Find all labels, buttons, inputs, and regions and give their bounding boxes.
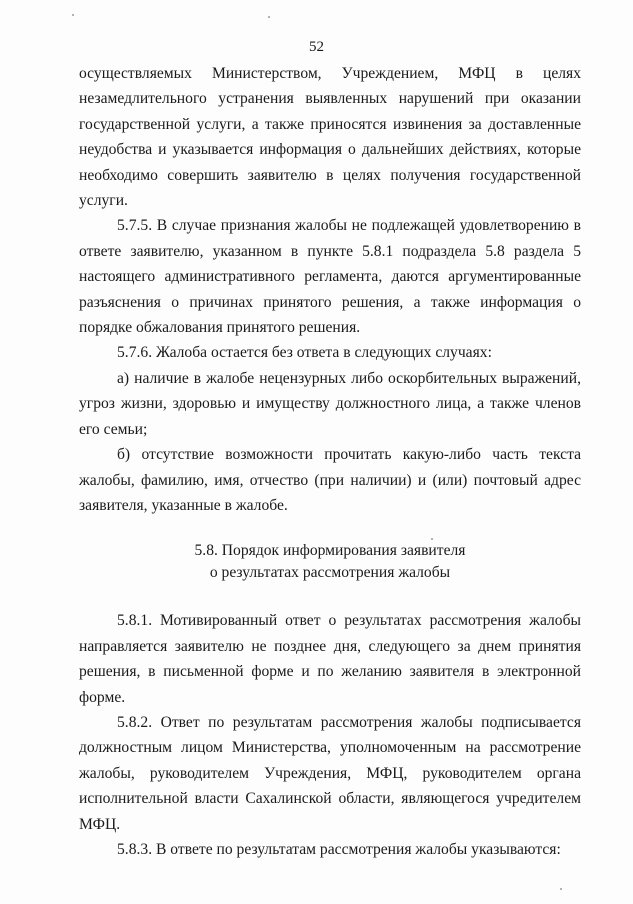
page-number: 52 bbox=[309, 39, 324, 55]
section-heading bbox=[79, 540, 581, 584]
scan-speck bbox=[268, 16, 270, 18]
paragraph-item-a: а) наличие в жалобе нецензурных либо оскорбительных выражений, угроз жизни, здоровью и имуществу должностного лица, а также членов его семьи; bbox=[79, 369, 581, 438]
paragraph-5-7-6: 5.7.6. Жалоба остается без ответа в следующих случаях: bbox=[117, 344, 492, 362]
scan-speck bbox=[560, 888, 562, 890]
paragraph-5-8-2: 5.8.2. Ответ по результатам рассмотрения жалобы подписывается должностным лицом Министерства, уполномоченным на рассмотрение жалобы, руководителем Учреждения, МФЦ, руководителем органа исполнительной власти Сахалинской области, являющегося учредителем МФЦ. bbox=[79, 713, 581, 833]
scan-speck bbox=[72, 14, 74, 16]
paragraph-continuation: осуществляемых Министерством, Учреждением, МФЦ в целях незамедлительного устранения выявленных нарушений при оказании государственной услуги, а также приносятся извинения за доставленные неудобства и указывается информация о дальнейших действиях, которые необходимо совершить заявителю в целях получения государственной услуги. bbox=[79, 65, 581, 210]
paragraph-5-7-5: 5.7.5. В случае признания жалобы не подлежащей удовлетворению в ответе заявителю, указанном в пункте 5.8.1 подраздела 5.8 раздела 5 настоящего административного регламента, даются аргументированные разъяснения о причинах принятого решения, а также информация о порядке обжалования принятого решения. bbox=[79, 217, 581, 337]
paragraph-item-b: б) отсутствие возможности прочитать какую-либо часть текста жалобы, фамилию, имя, отчество (при наличии) и (или) почтовый адрес заявителя, указанные в жалобе. bbox=[79, 446, 581, 514]
document-body bbox=[79, 61, 581, 862]
section-heading-line-1: 5.8. Порядок информирования заявителя bbox=[194, 542, 466, 560]
paragraph-5-8-3: 5.8.3. В ответе по результатам рассмотрения жалобы указываются: bbox=[117, 840, 561, 858]
paragraph-5-8-1: 5.8.1. Мотивированный ответ о результатах рассмотрения жалобы направляется заявителю не позднее дня, следующего за днем принятия решения, в письменной форме и по желанию заявителя в электронной форме. bbox=[79, 612, 581, 706]
scan-speck bbox=[431, 538, 433, 540]
section-heading-line-2: о результатах рассмотрения жалобы bbox=[209, 564, 451, 582]
